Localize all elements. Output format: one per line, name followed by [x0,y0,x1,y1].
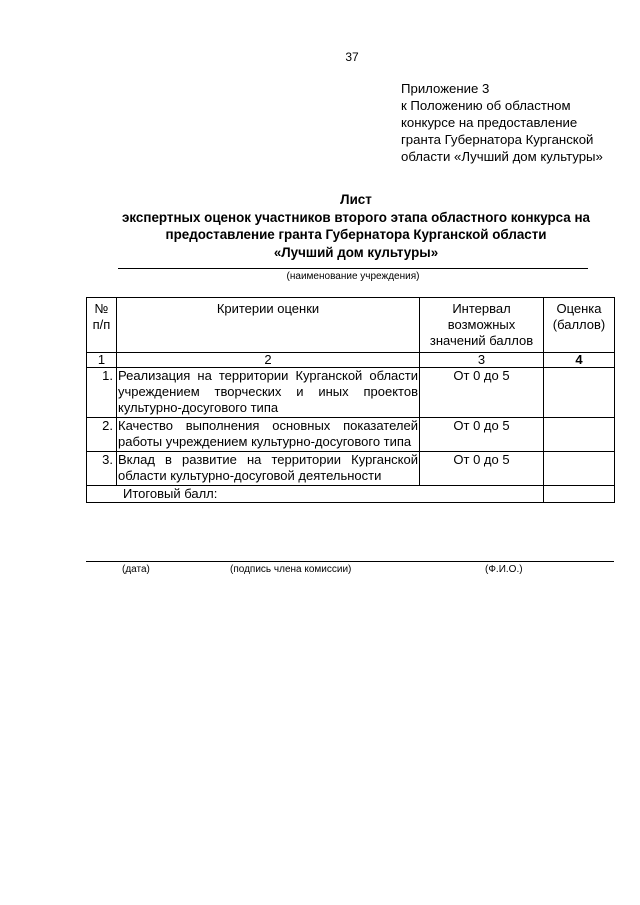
total-label: Итоговый балл: [87,486,544,503]
column-number: 3 [420,353,544,368]
row-range: От 0 до 5 [420,368,544,418]
table-row [87,368,615,418]
appendix-note [401,80,603,165]
table-header-row [87,298,615,353]
header-range: Интервал возможных значений баллов [420,298,544,353]
total-row [87,486,615,503]
row-criterion: Качество выполнения основных показателей работы учреждением культурно-досугового типа [117,418,420,452]
appendix-line: гранта Губернатора Курганской [401,132,594,147]
row-index: 1. [87,368,117,418]
header-score: Оценка (баллов) [544,298,615,353]
row-criterion: Вклад в развитие на территории Курганской области культурно-досуговой деятельности [117,452,420,486]
appendix-line: конкурсе на предоставление [401,115,578,130]
document-title [86,191,626,261]
appendix-line: Приложение 3 [401,81,490,96]
title-line: экспертных оценок участников второго этапа областного конкурса на [121,209,590,225]
evaluation-table [86,297,615,503]
column-number: 4 [544,353,615,368]
row-score-cell[interactable] [544,418,615,452]
full-name-caption: (Ф.И.О.) [485,564,523,575]
row-index: 3. [87,452,117,486]
page-number: 37 [345,50,359,64]
organization-name-line[interactable] [118,268,588,269]
total-value-cell[interactable] [544,486,615,503]
row-range: От 0 до 5 [420,418,544,452]
row-score-cell[interactable] [544,452,615,486]
row-criterion: Реализация на территории Курганской области учреждением творческих и иных проектов культурно-досугового типа [117,368,420,418]
row-range: От 0 до 5 [420,452,544,486]
column-number-row [87,353,615,368]
table-row [87,418,615,452]
table-row [87,452,615,486]
date-caption: (дата) [122,564,150,575]
header-criteria: Критерии оценки [117,298,420,353]
title-line: предоставление гранта Губернатора Курганской области [165,227,547,242]
column-number: 2 [117,353,420,368]
appendix-line: к Положению об областном [401,98,571,113]
row-index: 2. [87,418,117,452]
signature-caption: (подпись члена комиссии) [230,564,352,575]
header-number: № п/п [87,298,117,353]
signature-line[interactable] [86,561,614,562]
row-score-cell[interactable] [544,368,615,418]
organization-name-caption: (наименование учреждения) [286,271,420,282]
title-line: «Лучший дом культуры» [273,244,439,260]
column-number: 1 [87,353,117,368]
title-line: Лист [340,192,372,207]
appendix-line: области «Лучший дом культуры» [401,149,603,164]
